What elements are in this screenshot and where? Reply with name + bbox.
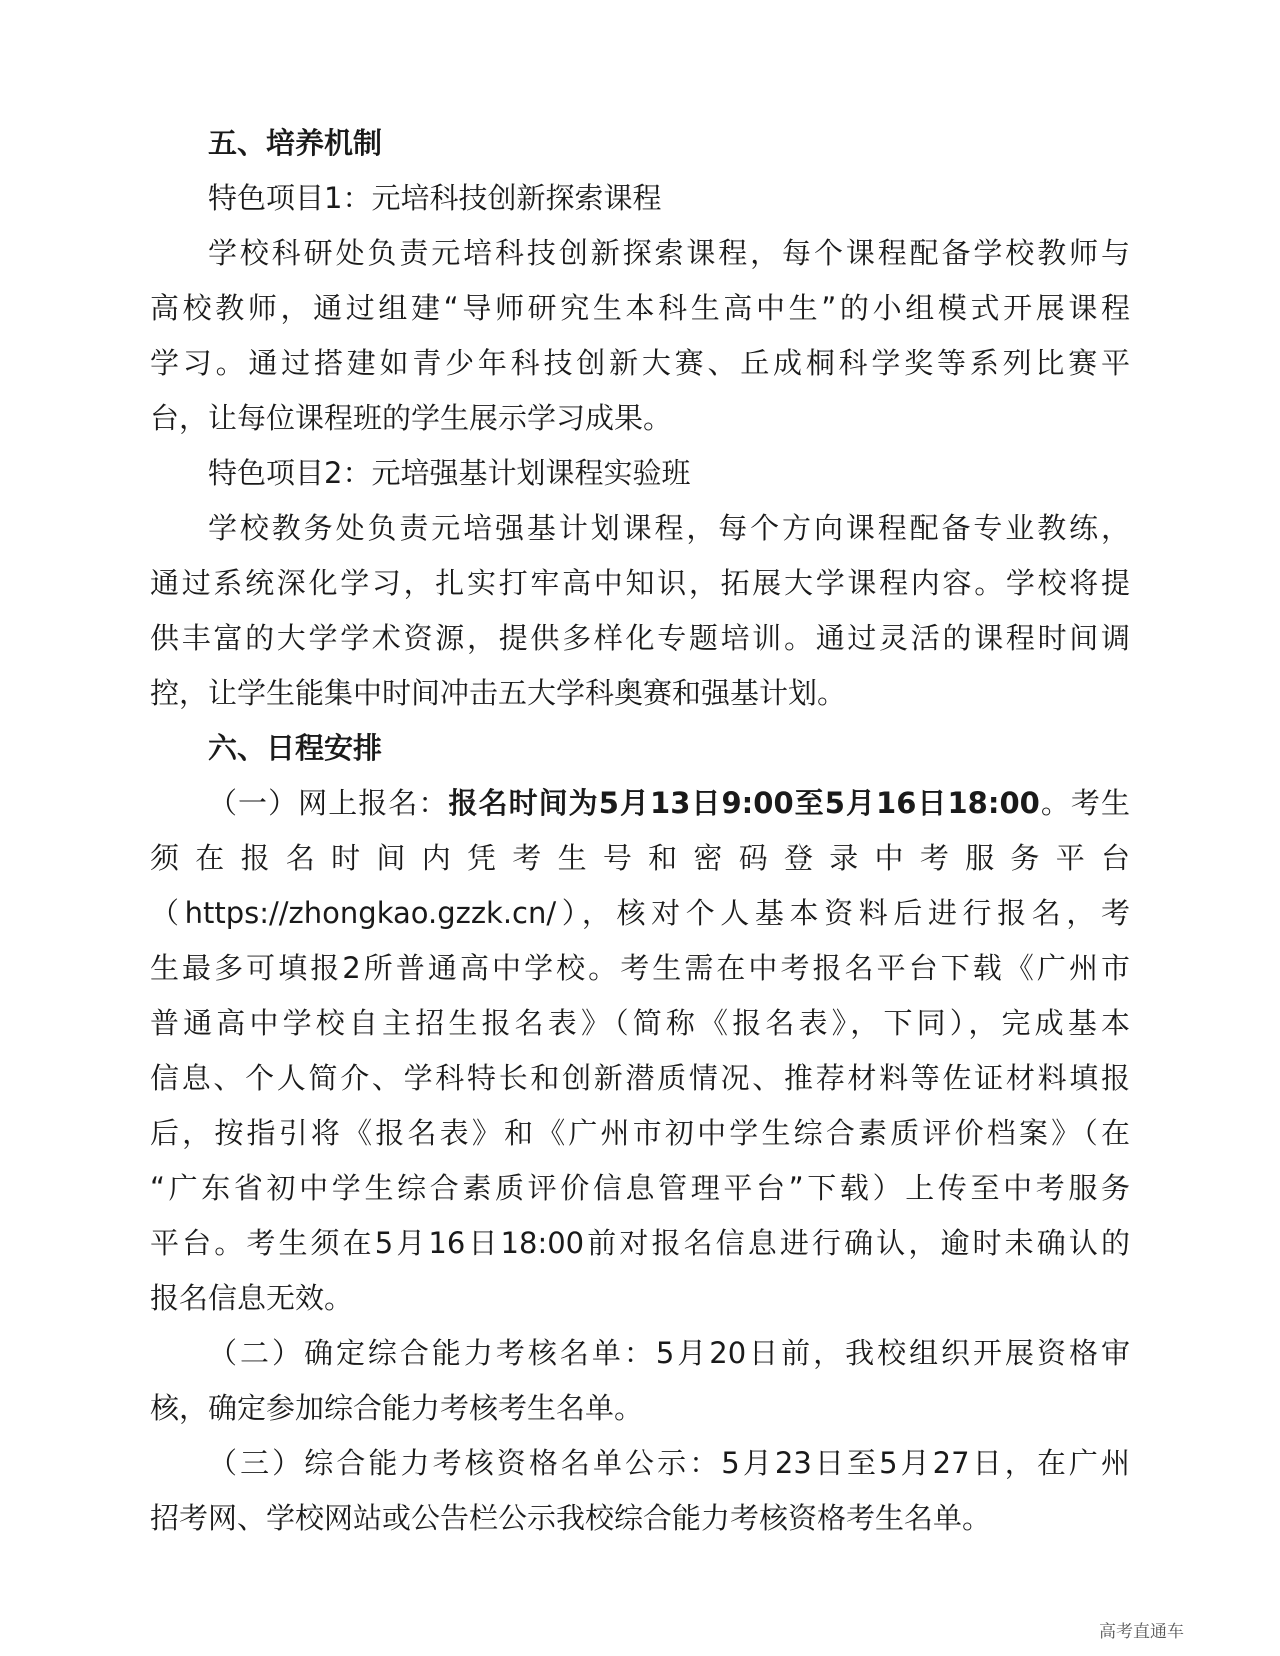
item-2-title: 特色项目2：元培强基计划课程实验班 [208,456,691,490]
registration-line-10: 报名信息无效。 [150,1281,354,1315]
publicity-line-2: 招考网、学校网站或公告栏公示我校综合能力考核资格考生名单。 [150,1501,992,1535]
registration-line-5: 普通高中学校自主招生报名表》（简称《报名表》，下同），完成基本 [150,1006,1130,1040]
document-page [150,116,1130,1546]
registration-line-4: 生最多可填报2所普通高中学校。考生需在中考报名平台下载《广州市 [150,951,1130,985]
item-1-line-3: 学习。通过搭建如青少年科技创新大赛、丘成桐科学奖等系列比赛平 [150,346,1130,380]
registration-time: 报名时间为5月13日9:00至5月16日18:00 [448,786,1040,820]
section-6-heading: 六、日程安排 [208,731,383,765]
section-5-heading: 五、培养机制 [208,126,383,160]
registration-line-9: 平台。考生须在5月16日18:00前对报名信息进行确认，逾时未确认的 [150,1226,1130,1260]
registration-line-7: 后，按指引将《报名表》和《广州市初中学生综合素质评价档案》（在 [150,1116,1130,1150]
item-1-line-1: 学校科研处负责元培科技创新探索课程，每个课程配备学校教师与 [208,236,1130,270]
item-2-line-3: 供丰富的大学学术资源，提供多样化专题培训。通过灵活的课程时间调 [150,621,1130,655]
registration-line-8: “广东省初中学生综合素质评价信息管理平台”下载）上传至中考服务 [150,1171,1130,1205]
registration-suffix: 。考生 [1039,786,1130,820]
item-2-line-1: 学校教务处负责元培强基计划课程，每个方向课程配备专业教练， [208,511,1130,545]
item-1-title: 特色项目1：元培科技创新探索课程 [208,181,662,215]
registration-line-3: （https://zhongkao.gzzk.cn/），核对个人基本资料后进行报名，考 [150,896,1130,930]
item-1-line-4: 台，让每位课程班的学生展示学习成果。 [150,401,673,435]
publicity-line-1: （三）综合能力考核资格名单公示：5月23日至5月27日，在广州 [208,1446,1130,1480]
item-2-line-4: 控，让学生能集中时间冲击五大学科奥赛和强基计划。 [150,676,847,710]
registration-line-1 [150,776,1130,831]
item-1-line-2: 高校教师，通过组建“导师研究生本科生高中生”的小组模式开展课程 [150,291,1130,325]
registration-line-6: 信息、个人简介、学科特长和创新潜质情况、推荐材料等佐证材料填报 [150,1061,1130,1095]
item-2-line-2: 通过系统深化学习，扎实打牢高中知识，拓展大学课程内容。学校将提 [150,566,1130,600]
assessment-list-line-2: 核，确定参加综合能力考核考生名单。 [150,1391,644,1425]
watermark: 高考直通车 [1099,1622,1184,1642]
registration-line-2: 须在报名时间内凭考生号和密码登录中考服务平台 [150,841,1130,875]
registration-prefix: （一）网上报名： [208,786,449,820]
assessment-list-line-1: （二）确定综合能力考核名单：5月20日前，我校组织开展资格审 [208,1336,1130,1370]
